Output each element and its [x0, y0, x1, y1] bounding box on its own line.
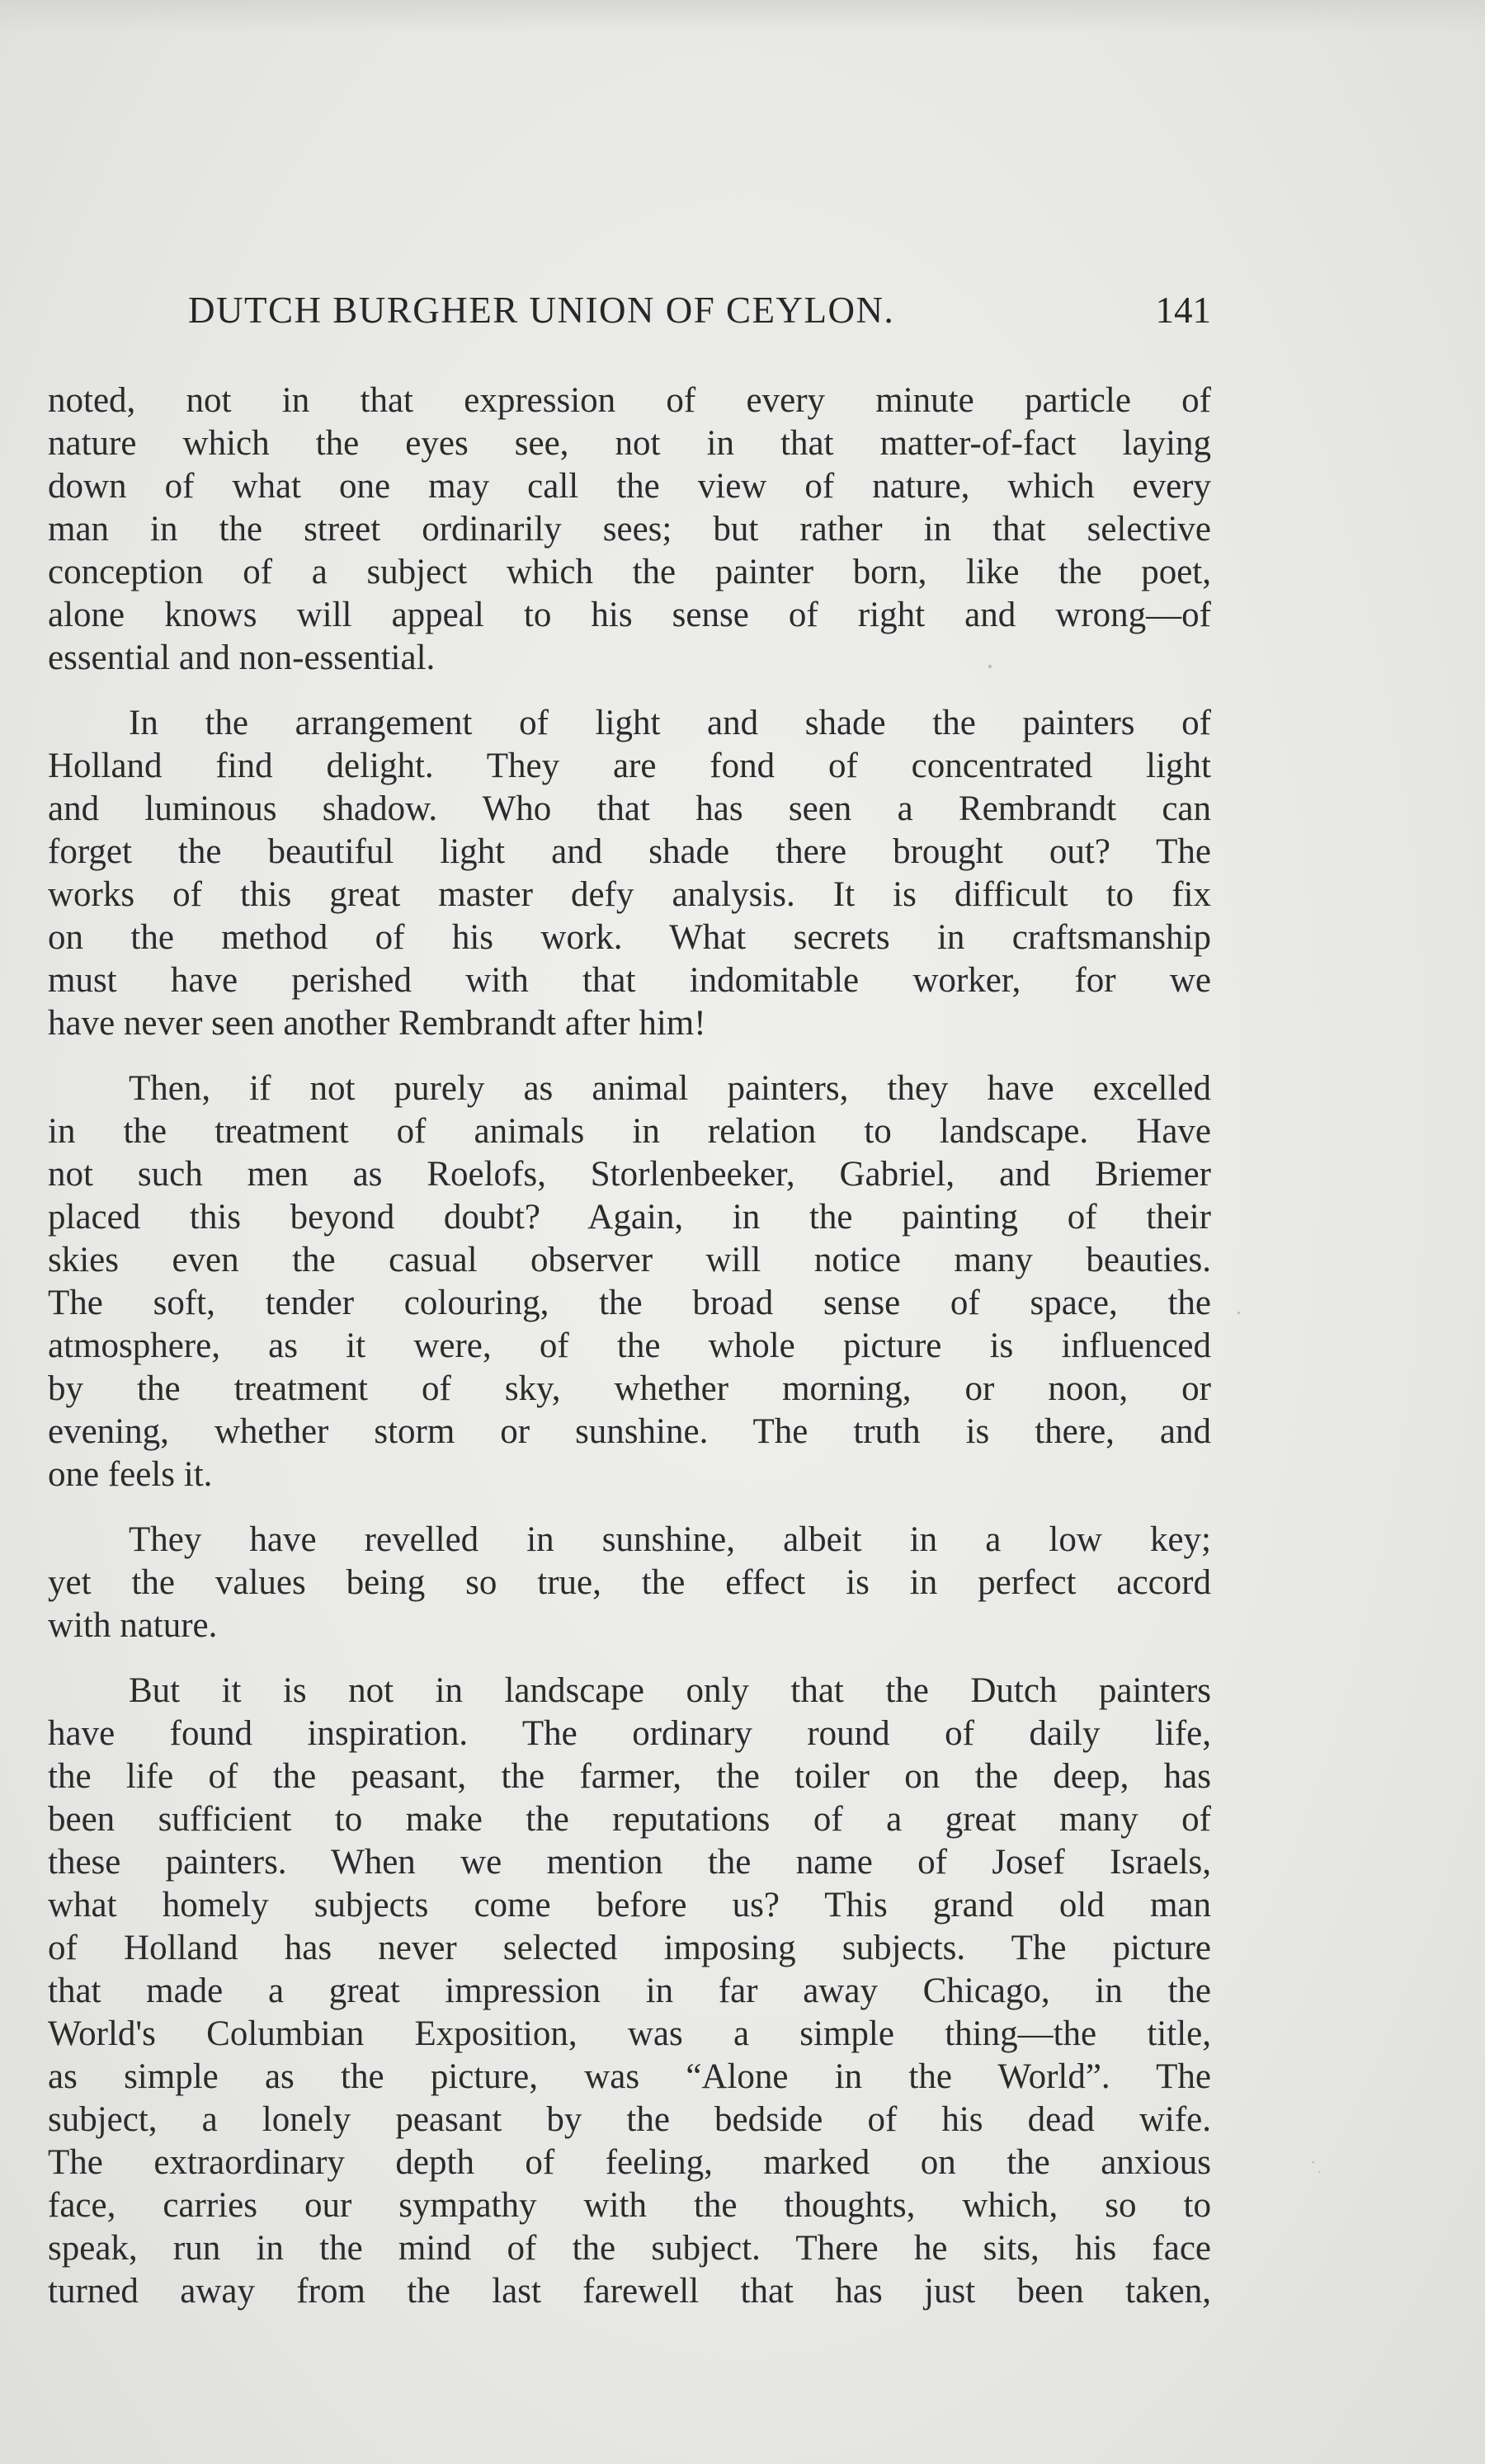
running-head-title: DUTCH BURGHER UNION OF CEYLON.: [188, 290, 895, 331]
text-line: skies even the casual observer will notice many beauties.: [48, 1241, 1211, 1279]
text-line: Holland find delight. They are fond of concentrated light: [48, 747, 1211, 785]
paragraph-1: [48, 379, 1211, 680]
text-line: evening, whether storm or sunshine. The truth is there, and: [48, 1412, 1211, 1451]
text-line: turned away from the last farewell that has just been taken,: [48, 2272, 1211, 2311]
text-line: But it is not in landscape only that the Dutch painters: [129, 1671, 1211, 1710]
text-line: In the arrangement of light and shade the painters of: [129, 704, 1211, 742]
dust-speck: [1318, 2171, 1320, 2173]
text-line: nature which the eyes see, not in that matter-of-fact laying: [48, 424, 1211, 463]
dust-speck: [1238, 1312, 1240, 1314]
text-line: subject, a lonely peasant by the bedside of his dead wife.: [48, 2100, 1211, 2139]
text-line: must have perished with that indomitable worker, for we: [48, 961, 1211, 1000]
text-line: down of what one may call the view of nature, which every: [48, 467, 1211, 506]
paragraph-4: [48, 1519, 1211, 1647]
text-line: have found inspiration. The ordinary round of daily life,: [48, 1714, 1211, 1753]
text-line: with nature.: [48, 1606, 218, 1645]
text-line: that made a great impression in far away Chicago, in the: [48, 1972, 1211, 2010]
text-line: yet the values being so true, the effect is in perfect accord: [48, 1563, 1211, 1602]
text-line: on the method of his work. What secrets in craftsmanship: [48, 918, 1211, 957]
page-number: 141: [1155, 290, 1211, 331]
text-line: conception of a subject which the painter born, like the poet,: [48, 553, 1211, 591]
text-line: one feels it.: [48, 1455, 213, 1494]
text-line: face, carries our sympathy with the thoughts, which, so to: [48, 2186, 1211, 2225]
page-text: [48, 289, 1211, 2335]
dust-speck: [1312, 2161, 1314, 2163]
text-line: essential and non-essential.: [48, 638, 436, 677]
text-line: have never seen another Rembrandt after him!: [48, 1004, 706, 1043]
text-line: the life of the peasant, the farmer, the toiler on the deep, has: [48, 1757, 1211, 1796]
text-line: these painters. When we mention the name of Josef Israels,: [48, 1843, 1211, 1882]
text-line: as simple as the picture, was “Alone in the World”. The: [48, 2057, 1211, 2096]
text-line: in the treatment of animals in relation to landscape. Have: [48, 1112, 1211, 1151]
text-line: The extraordinary depth of feeling, marked on the anxious: [48, 2143, 1211, 2182]
paragraph-5: [48, 1670, 1211, 2313]
text-line: of Holland has never selected imposing subjects. The picture: [48, 1929, 1211, 1967]
text-line: alone knows will appeal to his sense of right and wrong—of: [48, 596, 1211, 634]
text-line: forget the beautiful light and shade there brought out? The: [48, 832, 1211, 871]
text-line: atmosphere, as it were, of the whole picture is influenced: [48, 1326, 1211, 1365]
running-head: [48, 289, 1211, 332]
text-line: been sufficient to make the reputations of a great many of: [48, 1800, 1211, 1839]
text-line: placed this beyond doubt? Again, in the painting of their: [48, 1198, 1211, 1237]
paragraph-2: [48, 702, 1211, 1045]
text-line: Then, if not purely as animal painters, they have excelled: [129, 1069, 1211, 1108]
text-line: what homely subjects come before us? This grand old man: [48, 1886, 1211, 1925]
text-line: The soft, tender colouring, the broad sense of space, the: [48, 1284, 1211, 1322]
text-line: World's Columbian Exposition, was a simple thing—the title,: [48, 2014, 1211, 2053]
text-line: speak, run in the mind of the subject. There he sits, his face: [48, 2229, 1211, 2268]
text-line: by the treatment of sky, whether morning, or noon, or: [48, 1369, 1211, 1408]
text-line: noted, not in that expression of every minute particle of: [48, 381, 1211, 420]
text-line: and luminous shadow. Who that has seen a Rembrandt can: [48, 789, 1211, 828]
text-line: They have revelled in sunshine, albeit in a low key;: [129, 1520, 1211, 1559]
paragraph-3: [48, 1067, 1211, 1496]
text-line: man in the street ordinarily sees; but rather in that selective: [48, 510, 1211, 549]
page-top-shadow: [0, 0, 1485, 33]
text-line: not such men as Roelofs, Storlenbeeker, Gabriel, and Briemer: [48, 1155, 1211, 1194]
text-line: works of this great master defy analysis. It is difficult to fix: [48, 875, 1211, 914]
